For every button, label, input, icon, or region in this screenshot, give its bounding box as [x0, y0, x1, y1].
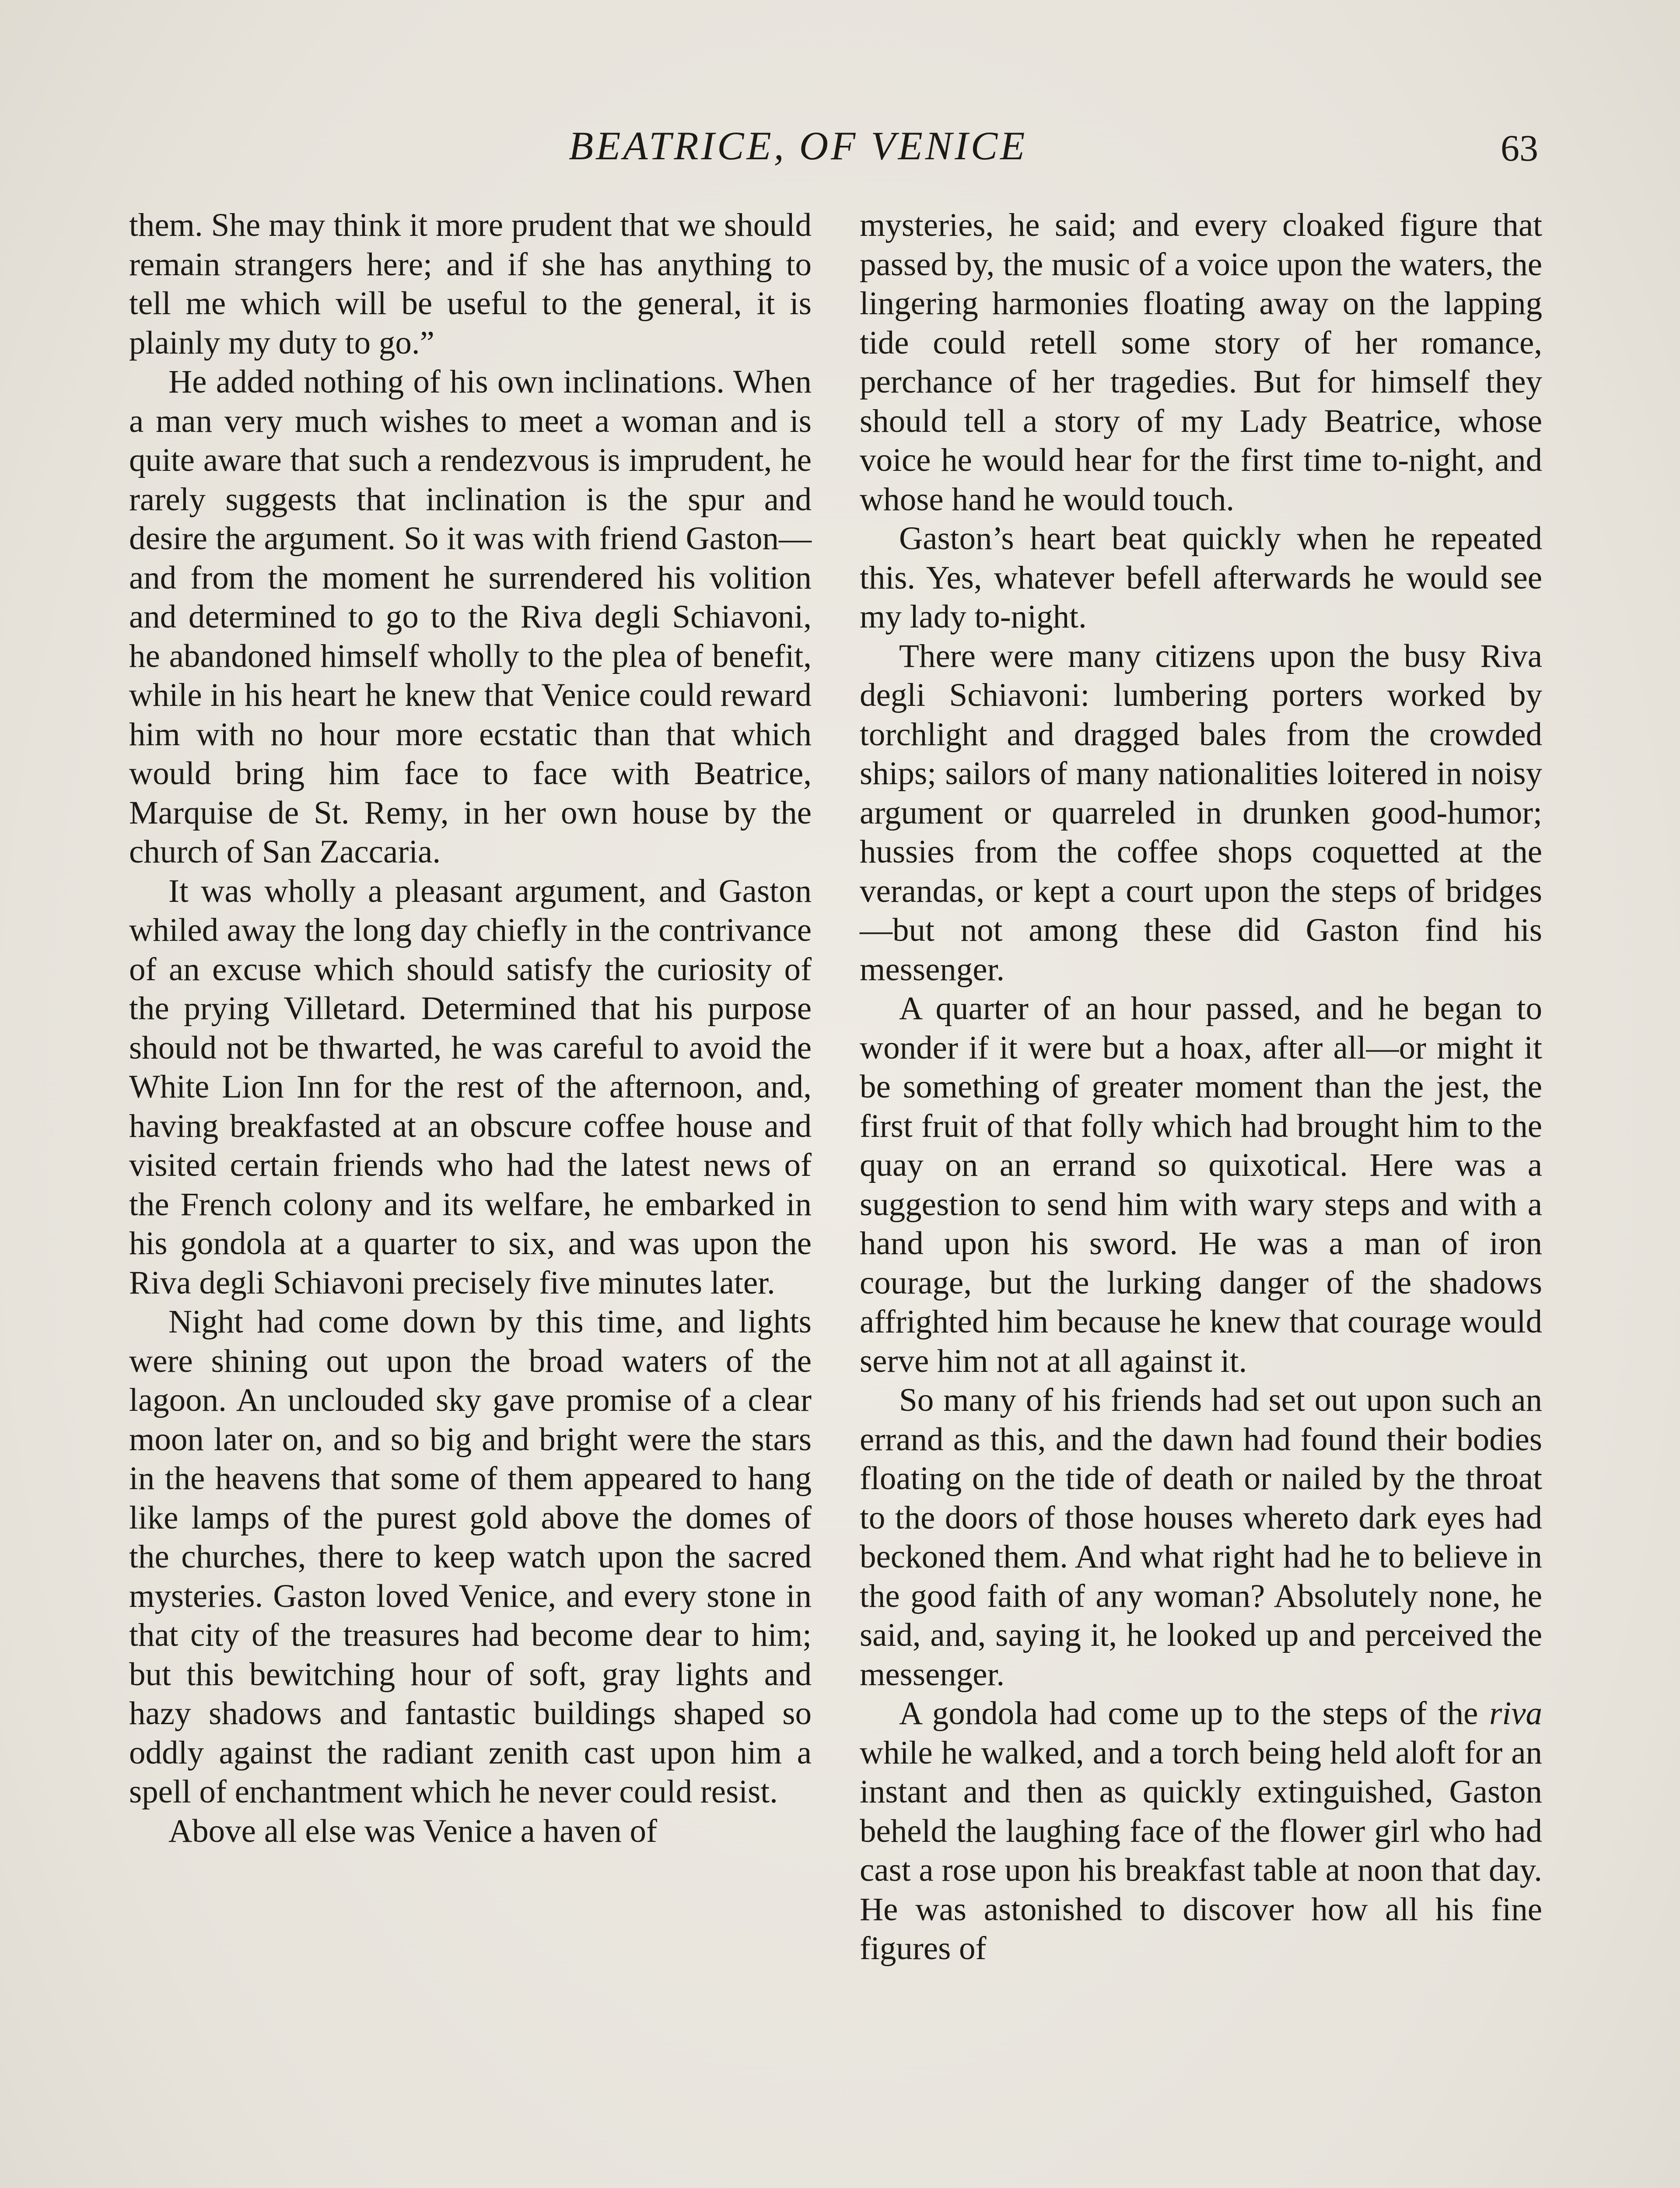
- paragraph: Above all else was Venice a haven of: [168, 1813, 657, 1849]
- paragraph: So many of his friends had set out upon such an errand as this, and the dawn had found their bodies floating on the tide of death or nailed by the throat to the doors of those houses whereto dark eyes had beckoned them. And what right had he to believe in the good faith of any woman? Absolutely none, he said, and, saying it, he looked up and perceived the messenger.: [860, 1382, 1542, 1693]
- paragraph: There were many citizens upon the busy Riva degli Schiavoni: lumbering porters worked by torchlight and dragged bales from the crowded ships; sailors of many nationalities loitered in noisy argument or quarreled in drunken good-humor; hussies from the coffee shops coquetted at the verandas, or kept a court upon the steps of bridges—but not among these did Gaston find his messenger.: [860, 638, 1542, 988]
- paragraph: them. She may think it more prudent that we should remain strangers here; and if she has anything to tell me which will be useful to the general, it is plainly my duty to go.”: [129, 207, 812, 361]
- right-column: [860, 206, 1542, 1968]
- paragraph: [860, 1694, 1542, 1968]
- paragraph: He added nothing of his own inclinations. When a man very much wishes to meet a woman and is quite aware that such a rendezvous is imprudent, he rarely suggests that inclination is the spur and desire the argument. So it was with friend Gaston—and from the moment he surrendered his volition and determined to go to the Riva degli Schiavoni, he abandoned himself wholly to the plea of benefit, while in his heart he knew that Venice could reward him with no hour more ecstatic than that which would bring him face to face with Beatrice, Marquise de St. Remy, in her own house by the church of San Zaccaria.: [129, 364, 812, 870]
- paragraph: mysteries, he said; and every cloaked figure that passed by, the music of a voice upon the waters, the lingering harmonies floating away on the lapping tide could retell some story of her romance, perchance of her tragedies. But for himself they should tell a story of my Lady Beatrice, whose voice he would hear for the first time to-night, and whose hand he would touch.: [860, 207, 1542, 518]
- paragraph: A quarter of an hour passed, and he began to wonder if it were but a hoax, after all—or might it be something of greater moment than the jest, the first fruit of that folly which had brought him to the quay on an errand so quixotical. Here was a suggestion to send him with wary steps and with a hand upon his sword. He was a man of iron courage, but the lurking danger of the shadows affrighted him because he knew that courage would serve him not at all against it.: [860, 990, 1542, 1379]
- page-number: 63: [1501, 127, 1538, 169]
- paragraph: Gaston’s heart beat quickly when he repeated this. Yes, whatever befell afterwards he would see my lady to-night.: [860, 520, 1542, 635]
- paragraph-text: while he walked, and a torch being held aloft for an instant and then as quickly extinguished, Gaston beheld the laughing face of the flower girl who had cast a rose upon his breakfast table at noon that day. He was astonished to discover how all his fine figures of: [860, 1734, 1542, 1967]
- left-column: [129, 206, 812, 1851]
- italic-word: riva: [1489, 1695, 1542, 1732]
- paragraph: Night had come down by this time, and lights were shining out upon the broad waters of the lagoon. An unclouded sky gave promise of a clear moon later on, and so big and bright were the stars in the heavens that some of them appeared to hang like lamps of the purest gold above the domes of the churches, there to keep watch upon the sacred mysteries. Gaston loved Venice, and every stone in that city of the treasures had become dear to him; but this bewitching hour of soft, gray lights and hazy shadows and fantastic buildings shaped so oddly against the radiant zenith cast upon him a spell of enchantment which he never could resist.: [129, 1304, 812, 1810]
- paragraph-text: A gondola had come up to the steps of the: [899, 1695, 1490, 1732]
- running-head: [0, 123, 1680, 175]
- running-title: BEATRICE, OF VENICE: [569, 123, 1028, 168]
- paragraph: It was wholly a pleasant argument, and Gaston whiled away the long day chiefly in the contrivance of an excuse which should satisfy the curiosity of the prying Villetard. Determined that his purpose should not be thwarted, he was careful to avoid the White Lion Inn for the rest of the afternoon, and, having breakfasted at an obscure coffee house and visited certain friends who had the latest news of the French colony and its welfare, he embarked in his gondola at a quarter to six, and was upon the Riva degli Schiavoni precisely five minutes later.: [129, 873, 812, 1301]
